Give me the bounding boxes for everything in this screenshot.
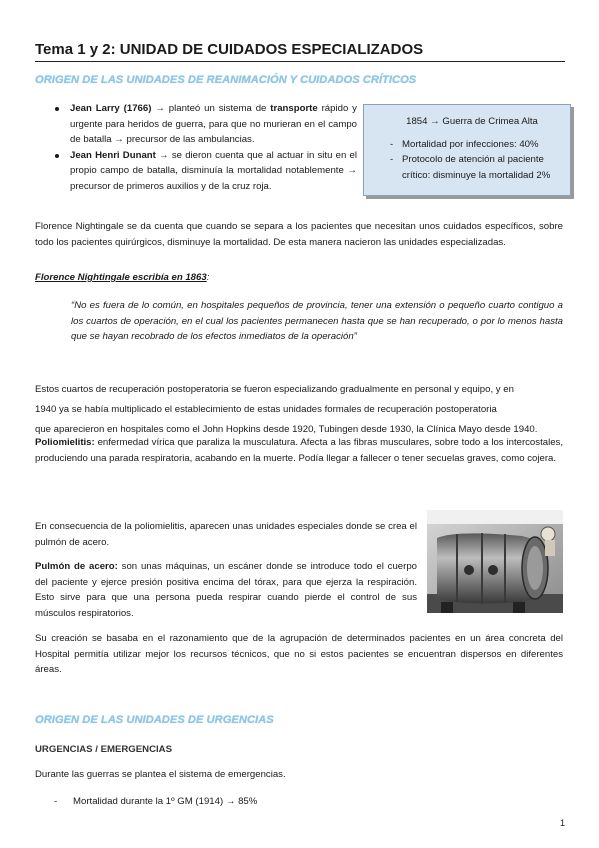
iron-lung-paragraph: Pulmón de acero: son unas máquinas, un escáner donde se introduce todo el cuerpo del paciente y ejerce presión positiva encima del tórax, para que ejerza la respiración. Esto sirve para que una persona pueda respirar cuando pierde el control de sus músculos respiratorios. — [35, 561, 417, 619]
iron-lung-image-icon — [427, 510, 563, 613]
term-label: Poliomielitis: — [35, 437, 95, 448]
person-name: Jean Larry (1766) — [70, 103, 152, 114]
nightingale-quote: “No es fuera de lo común, en hospitales pequeños de provincia, tener una extensión o pequeño cuarto contiguo a los cuartos de operación, en el cual los pacientes permanecen hasta que se han recuperado, o por lo menos hasta que se hayan recobrado de los efectos inmediatos de la operación” — [71, 300, 563, 342]
iron-lung-photo — [427, 510, 563, 613]
section-heading-urgencias: ORIGEN DE LAS UNIDADES DE URGENCIAS — [35, 714, 274, 726]
bullet-item-dunant: Jean Henri Dunant → se dieron cuenta que al actuar in situ en el propio campo de batalla, disminuía la mortalidad notablemente → precursor de primeros auxilios y de la cruz roja. — [70, 148, 357, 195]
mortality-item: - Mortalidad durante la 1º GM (1914) → 85% — [54, 796, 258, 807]
polio-paragraph: Poliomielitis: enfermedad vírica que paraliza la musculatura. Afecta a las fibras musculares, sobre todo a los intercostales, produciendo una parada respiratoria, acabando en la muerte. Podía llegar a fallecer o tener secuelas graves, como cojera. — [35, 437, 563, 464]
recovery-paragraph: Estos cuartos de recuperación postoperatoria se fueron especializando gradualmente en personal y equipo, y en 1940 ya se había multiplicado el establecimiento de estas unidades formales de recuperación postoperatoria que aparecieron en hospitales como el John Hopkins desde 1920, Tubingen desde 1930, la Clínica Mayo desde 1940. — [35, 384, 538, 435]
bullet-list — [70, 101, 357, 194]
emergencias-intro: Durante las guerras se plantea el sistema de emergencias. — [35, 769, 286, 780]
person-name: Jean Henri Dunant — [70, 149, 156, 161]
page-title: Tema 1 y 2: UNIDAD DE CUIDADOS ESPECIALIZADOS — [35, 40, 565, 62]
section-heading-reanimacion: ORIGEN DE LAS UNIDADES DE REANIMACIÓN Y CUIDADOS CRÍTICOS — [35, 74, 417, 86]
crimea-info-box — [363, 104, 571, 196]
bullet-item-larry: Jean Larry (1766) → planteó un sistema de transporte rápido y urgente para heridos de guerra, para que no murieran en el campo de batalla → precursor de las ambulancias. — [70, 101, 357, 148]
term-label: Pulmón de acero: — [35, 561, 118, 572]
info-box-heading: 1854 → Guerra de Crimea Alta — [406, 116, 538, 127]
quote-intro: Florence Nightingale escribía en 1863: — [35, 272, 210, 283]
nightingale-paragraph: Florence Nightingale se da cuenta que cuando se separa a los pacientes que necesitan unos cuidados específicos, sobre todo los pacientes quirúrgicos, disminuye la mortalidad. De esta manera nacieron las unidades especializadas. — [35, 221, 563, 248]
page-number: 1 — [559, 818, 565, 828]
info-box-item: - Mortalidad por infecciones: 40% — [390, 138, 539, 150]
subheading-urgencias-emergencias: URGENCIAS / EMERGENCIAS — [35, 744, 172, 755]
polio-consequence: En consecuencia de la poliomielitis, aparecen unas unidades especiales donde se crea el pulmón de acero. — [35, 521, 417, 548]
bullet-dot-icon — [55, 107, 59, 111]
info-box-item: - Protocolo de atención al paciente crítico: disminuye la mortalidad 2% — [390, 154, 551, 181]
bullet-dot-icon — [55, 154, 59, 158]
grouping-paragraph: Su creación se basaba en el razonamiento que de la agrupación de determinados pacientes en un área concreta del Hospital permitía utilizar mejor los recursos técnicos, que no si estos pacientes se encuentran dispersos en diferentes áreas. — [35, 633, 563, 675]
